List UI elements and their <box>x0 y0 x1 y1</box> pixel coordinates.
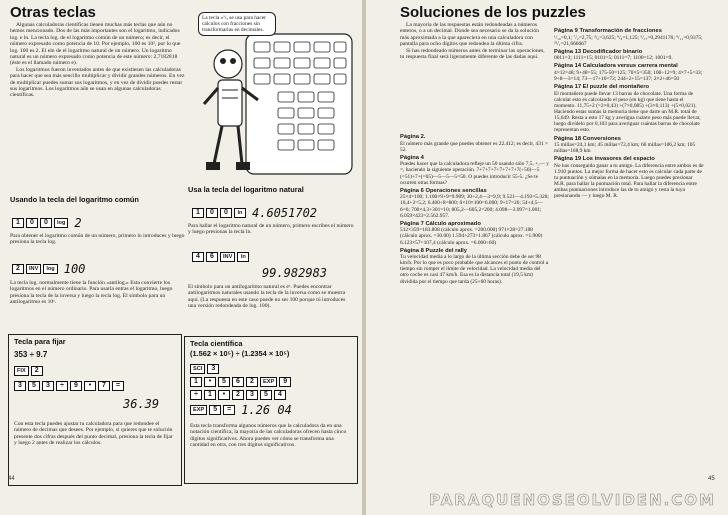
log-common-heading: Usando la tecla del logaritmo común <box>10 195 139 204</box>
calculator-key: 0 <box>40 218 52 228</box>
calculator-key: FIX <box>14 366 29 376</box>
calculator-key: 3 <box>14 381 26 391</box>
intro-paragraph: Si has redondeado números antes de terminar las operaciones, tu respuesta final será ligeramente diferente de las dadas aquí. <box>400 47 545 61</box>
left-title: Otras teclas <box>10 4 96 21</box>
calculator-key: 1 <box>192 208 204 218</box>
sci-box <box>184 336 358 484</box>
solution-entry <box>554 28 704 47</box>
fix-keys-2 <box>14 381 124 391</box>
page-number: 44 <box>8 476 15 482</box>
entry-body: El número más grande que puedes obtener es 22.412; es decir, 431 × 52. <box>400 140 549 153</box>
entry-body: Puedes hacer que la calculadora refleje un 50 usando sólo 7,5, +,— y =, haciendo la siguiente operación. 7+7+7+7+7+7+7+7(÷56)—5 (=51)+7+(=65)—5—5—5=50. O puedes introducir 55-5. ¿Se te ocurren otras formas? <box>400 161 549 186</box>
entry-body: No has conseguido ganar a tu amigo. La diferencia entre ambos es de 1.910 puntos. La mejor forma de hacer esto es calcular cada parte de tu puntuación y súmalas en la memoria. Luego puedes presionar M.R. para hallar la puntuación total. Para hallar la diferencia entre ambas puntuaciones introduce las de tu amigo y resta la tuya presionando — y luego M. R. <box>554 162 704 200</box>
entry-body: 25×4=100; 1.100×9+9=9.909; 30+2,4—3=9,9; 9.521—4.193=5.328; 10,4+2=5,2; 6.400÷8=800; 6×10×100=6.000; 9+17=26; 54+4,5—6=6; 700×4,3+301=10; 805,2—605,2=200; 4.098—3.097=1.001; 6.059×423=2.562.957. <box>400 194 549 219</box>
entry-title: Página 7 Cálculo aproximado <box>400 220 481 227</box>
robot-illustration <box>192 4 356 180</box>
fix-box <box>8 334 182 486</box>
calculator-key: 6 <box>232 377 244 387</box>
entry-title: Página 9 Transformación de fracciones <box>554 28 662 34</box>
sci-expression: (1.562 × 10⁵) ÷ (1.2354 × 10⁵) <box>190 349 290 358</box>
calculator-key: 5 <box>218 377 230 387</box>
entry-title: Página 19 Los invasores del espacio <box>554 156 655 163</box>
entry-body: 0011=3; 1111=15; 0101=5; 0111=7; 1100=12; 1001=9. <box>554 55 673 62</box>
log-natural-text-2: El símbolo para un antilogaritmo natural es eˣ. Puedes encontrar antilogaritmos naturales usando la tecla de la inversa como se muestra aquí. (La respuesta en este caso puede no ser 100 porque tú introduces una versión redondeada de log. 100). <box>188 284 346 310</box>
entry-body: 15 millas=24,1 km; 45 millas=72,4 km; 66 millas=106,2 km; 105 millas=168,9 km <box>554 142 696 155</box>
calculator-key: • <box>218 390 230 400</box>
calculator-key: = <box>112 381 124 391</box>
calculator-key: 3 <box>207 364 219 374</box>
log-common-keys-2 <box>12 262 85 276</box>
calculator-display: 1.26 04 <box>241 403 292 417</box>
entry-body: El montañero puede llevar 13 barras de chocolate. Una forma de calcular esto es calculando el peso (en kg) que tiene hasta el momento. 11,75+2 (=2×0,43) +(7×0,085) +(3×0,113) +(5×0,021). Haciendo estas sumas la memoria tiene que darte un M.R. total de 15,649. Resta a esto 17 kg y averigua cuánto peso más puede llevar, luego divídelo por 0,103 para averiguar cuántas barras de chocolate representan esto. <box>554 90 701 134</box>
calculator-display: 36.39 <box>123 397 160 411</box>
entry-title: Página 13 Decodificador binario <box>554 48 643 55</box>
calculator-key: 0 <box>206 208 218 218</box>
calculator-display: 99.982983 <box>262 266 328 280</box>
entry-title: Página 4 <box>400 154 424 161</box>
left-page <box>0 0 362 515</box>
calculator-key: 3 <box>42 381 54 391</box>
intro-paragraph: Algunas calculadoras científicas tienen muchas más teclas que aún no hemos mencionado. Dos de las más importantes son el logaritmo, indicados log. e ln. La tecla log. de el logaritmo común de un número; es decir, el número expresado como potencia de 10. Por ejemplo, 100 es 10², por lo que log. 100 es 2. El eln de el logaritmo natural de un número. Un logaritmo natural es un número expresado como potencia de este número: 2,7182818 (éste es el llamado número e). <box>10 22 181 67</box>
sci-keys-4 <box>190 403 292 417</box>
entry-title: Página 17 El puzzle del montañero <box>554 84 650 91</box>
solution-entry <box>554 49 704 62</box>
solution-entry <box>400 248 550 285</box>
calculator-key: ÷ <box>190 390 202 400</box>
entry-title: Página 8 Puzzle del rally <box>400 247 468 254</box>
calculator-key: 5 <box>28 381 40 391</box>
calculator-key: log <box>43 264 57 274</box>
calculator-key: EXP <box>260 377 277 387</box>
calculator-display: 2 <box>74 216 82 230</box>
sci-keys-3 <box>190 390 286 400</box>
entry-body: 512×359=183.808 (cálculo aprox. =200.000) 971×28=27.188 (cálculo aprox. =30.00) 1.594+273=1.867 (cálculo aprox. =1.900) 6.123×57=107,4 (cálculo aprox. =6.000÷60) <box>400 227 543 246</box>
solution-entry <box>554 63 704 82</box>
entry-title: Página 14 Calculadora versus carrera mental <box>554 63 678 70</box>
calculator-key: 7 <box>98 381 110 391</box>
calculator-key: 2 <box>246 377 258 387</box>
sci-text: Esta tecla transforma algunos números que la calculadora da en una notación científica, la mayoría de las calculadoras ofrecen hasta cinco dígitos significativos. Ahora puedes ver cómo se transforma una cantidad en otra, con tres dígitos significativos. <box>190 423 347 449</box>
page-number: 45 <box>708 476 715 482</box>
calculator-key: = <box>223 405 235 415</box>
calculator-key: 5 <box>260 390 272 400</box>
calculator-key: INV <box>220 252 235 262</box>
calculator-key: 9 <box>279 377 291 387</box>
fix-text: Con esta tecla puedes ajustar tu calculadora para que redondee el número de decimas que desees. Por ejemplo, si quieres que te solución presente dos cifras después del punto decimal, presiona la tecla de fijar y luego 2 antes de realizar los cálculos. <box>14 421 173 447</box>
intro-paragraph: La mayoría de las respuestas están redondeadas a números enteros, o a un decimal. Donde sea necesario se da la solución más aproximada a la que apareciera en una calculadora con pantalla para ocho dígitos que redondea la última cifra. <box>400 22 540 48</box>
entry-body: 4×12=48; 9+48=55; 175-50=125; 70×5=350; 108÷12=9; 4×7+5=33; 9+8—3=14; 73—17+16=72; 244÷2+15=137; 2×2+46=50 <box>554 70 703 83</box>
speech-bubble: La tecla «¹/ₓ se usa para hacer cálculos con fracciones sin transformarlas en decimales. <box>198 12 276 36</box>
intro-paragraph: Los logaritmos fueron inventados antes de que existiesen las calculadoras para hacer que sea más sencillo multiplicar y dividir grandes números. En vez de multiplicar puedes sumar sus logaritmos, y en vez de dividir puedes restar sus logaritmos. Los logaritmos aún se usan en algunas calculadoras científicas. <box>10 66 185 99</box>
calculator-key: 5 <box>209 405 221 415</box>
log-natural-heading: Usa la tecla del logaritmo natural <box>188 185 304 194</box>
calculator-key: 4 <box>192 252 204 262</box>
solution-entry <box>400 188 550 219</box>
calculator-key: 2 <box>31 366 43 376</box>
log-natural-text: Para hallar el logaritmo natural de un número, primero escribes el número y luego presionas la tecla ln. <box>188 223 354 236</box>
log-common-text: Para obtener el logaritmo común de un número, primero lo introduces y luego presiona la tecla log. <box>10 233 185 246</box>
fix-expression: 353 ÷ 9.7 <box>14 350 48 359</box>
solution-entry <box>554 156 704 199</box>
solution-entry <box>554 84 704 133</box>
log-common-text-2: La tecla log. normalmente tiene la función «antilog.» Esta convierte los logaritmos en el número ordinario. Para usarla entras el logaritmo, luego presiona la tecla de la inversa y luego la tecla log. El símbolo para un antilogaritmo es 10ˣ. <box>10 280 173 306</box>
calculator-key: ln <box>237 252 249 262</box>
entry-body: ¹/₁₀=0,1; ⁷/₂=2,75; ³/₂=3,625; ⁹/₈=1,125; ⁵/₁₇=0,2941176; ⁹/₁₁=0,9375; ²¹/₁=21,666667 <box>554 34 703 47</box>
solutions-column-1 <box>400 134 550 287</box>
calculator-key: 2 <box>232 390 244 400</box>
entry-title: Página 2. <box>400 134 426 140</box>
entry-title: Página 6 Operaciones sencillas <box>400 187 487 194</box>
calculator-key: 4 <box>274 390 286 400</box>
calculator-display: 4.6051702 <box>252 206 318 220</box>
calculator-key: SCI <box>190 364 205 374</box>
log-natural-keys-2 <box>192 252 249 262</box>
right-page <box>366 0 728 515</box>
calculator-key: • <box>204 377 216 387</box>
calculator-key: 2 <box>12 264 24 274</box>
solution-entry <box>554 136 704 155</box>
calculator-display: 100 <box>63 262 86 276</box>
entry-body: Tu velocidad media a lo largo de la última sección debe de ser 98 km/h. Por lo que es poco probable que alcances el punto de control a tiempo sin romper el límite de velocidad. La velocidad media del otro coche es casi 47 km/h. Esa es la distancia total (19,5 km) dividida por el tiempo que tarda (25+60 horas). <box>400 254 549 285</box>
solution-entry <box>400 155 550 186</box>
calculator-key: INV <box>26 264 41 274</box>
sci-keys-2 <box>190 377 291 387</box>
calculator-key: ln <box>234 208 246 218</box>
right-title: Soluciones de los puzzles <box>400 4 586 21</box>
calculator-key: • <box>84 381 96 391</box>
sci-heading: Tecla científica <box>190 339 243 348</box>
calculator-key: 1 <box>204 390 216 400</box>
log-natural-keys <box>192 206 317 220</box>
solution-entry <box>400 221 550 246</box>
calculator-key: 6 <box>206 252 218 262</box>
sci-keys <box>190 364 219 374</box>
calculator-key: 9 <box>70 381 82 391</box>
entry-title: Página 18 Conversiones <box>554 135 622 142</box>
right-intro <box>400 22 548 60</box>
fix-keys <box>14 366 43 376</box>
solutions-column-2 <box>554 28 704 201</box>
calculator-key: 0 <box>220 208 232 218</box>
calculator-key: 1 <box>190 377 202 387</box>
calculator-key: log <box>54 218 68 228</box>
watermark: PARAQUENOSEOLVIDEN.COM <box>429 491 716 509</box>
calculator-key: EXP <box>190 405 207 415</box>
calculator-key: 1 <box>12 218 24 228</box>
calculator-key: 3 <box>246 390 258 400</box>
solution-entry <box>400 134 550 153</box>
fix-heading: Tecla para fijar <box>14 337 66 346</box>
calculator-key: 0 <box>26 218 38 228</box>
calculator-key: ÷ <box>56 381 68 391</box>
log-common-keys <box>12 216 82 230</box>
left-intro <box>10 22 186 99</box>
